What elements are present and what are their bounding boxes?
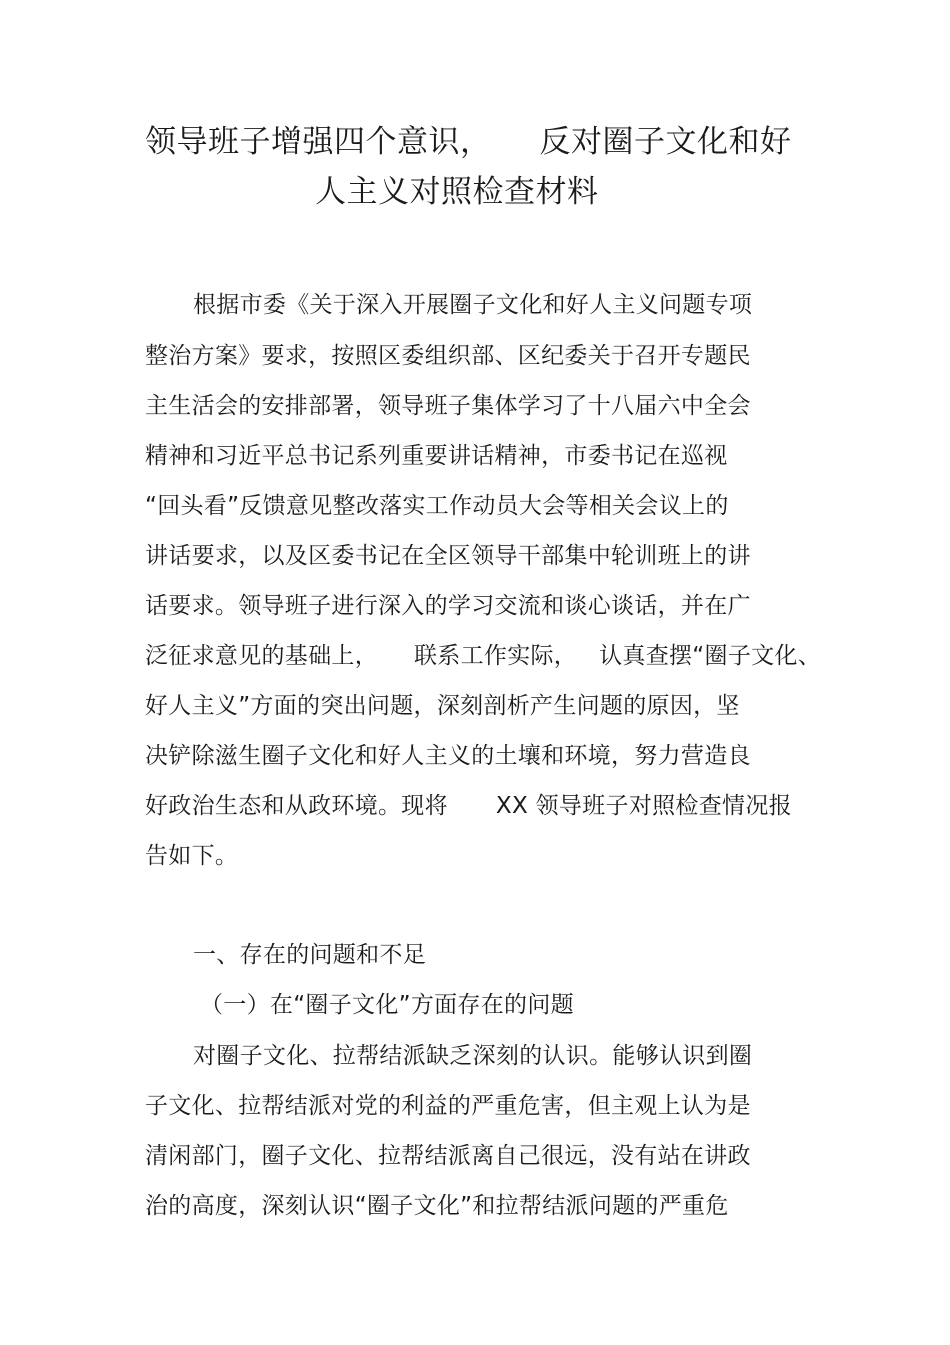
document-title-line-1 [145, 122, 792, 162]
title-part-1: 领导班子增强四个意识， [145, 124, 492, 160]
line-segment: 泛征求意见的基础上， [145, 643, 378, 669]
paragraph-line [145, 641, 821, 671]
paragraph-line: 好人主义”方面的突出问题，深刻剖析产生问题的原因，坚 [145, 693, 740, 719]
paragraph-line: 整治方案》要求，按照区委组织部、区纪委关于召开专题民 [145, 343, 751, 369]
paragraph-line: 治的高度，深刻认识“圈子文化”和拉帮结派问题的严重危 [145, 1193, 729, 1219]
document-title-line-2: 人主义对照检查材料 [315, 174, 599, 210]
section-heading: 一、存在的问题和不足 [193, 942, 426, 968]
paragraph-line: 精神和习近平总书记系列重要讲话精神，市委书记在巡视 [145, 443, 728, 469]
paragraph-line: 决铲除滋生圈子文化和好人主义的土壤和环境，努力营造良 [145, 743, 751, 769]
paragraph-line: “回头看”反馈意见整改落实工作动员大会等相关会议上的 [145, 493, 729, 519]
paragraph-line: 主生活会的安排部署，领导班子集体学习了十八届六中全会 [145, 393, 751, 419]
paragraph-line [145, 791, 792, 821]
paragraph-line: 讲话要求，以及区委书记在全区领导干部集中轮训班上的讲 [145, 543, 751, 569]
line-segment: 联系工作实际， [414, 643, 578, 669]
line-segment: 认真查摆“圈子文化、 [599, 643, 822, 669]
line-segment: 好政治生态和从政环境。现将 [145, 793, 448, 819]
paragraph-line: 告如下。 [145, 843, 239, 869]
paragraph-line: 子文化、拉帮结派对党的利益的严重危害，但主观上认为是 [145, 1093, 751, 1119]
paragraph-line: 话要求。领导班子进行深入的学习交流和谈心谈话，并在广 [145, 593, 751, 619]
title-part-2: 反对圈子文化和好 [539, 124, 792, 160]
section-subheading: （一）在“圈子文化”方面存在的问题 [200, 992, 574, 1018]
paragraph-line: 根据市委《关于深入开展圈子文化和好人主义问题专项 [193, 292, 753, 318]
line-segment: XX 领导班子对照检查情况报 [495, 793, 792, 819]
paragraph-line: 清闲部门，圈子文化、拉帮结派离自己很远，没有站在讲政 [145, 1143, 751, 1169]
paragraph-line: 对圈子文化、拉帮结派缺乏深刻的认识。能够认识到圈 [193, 1043, 753, 1069]
